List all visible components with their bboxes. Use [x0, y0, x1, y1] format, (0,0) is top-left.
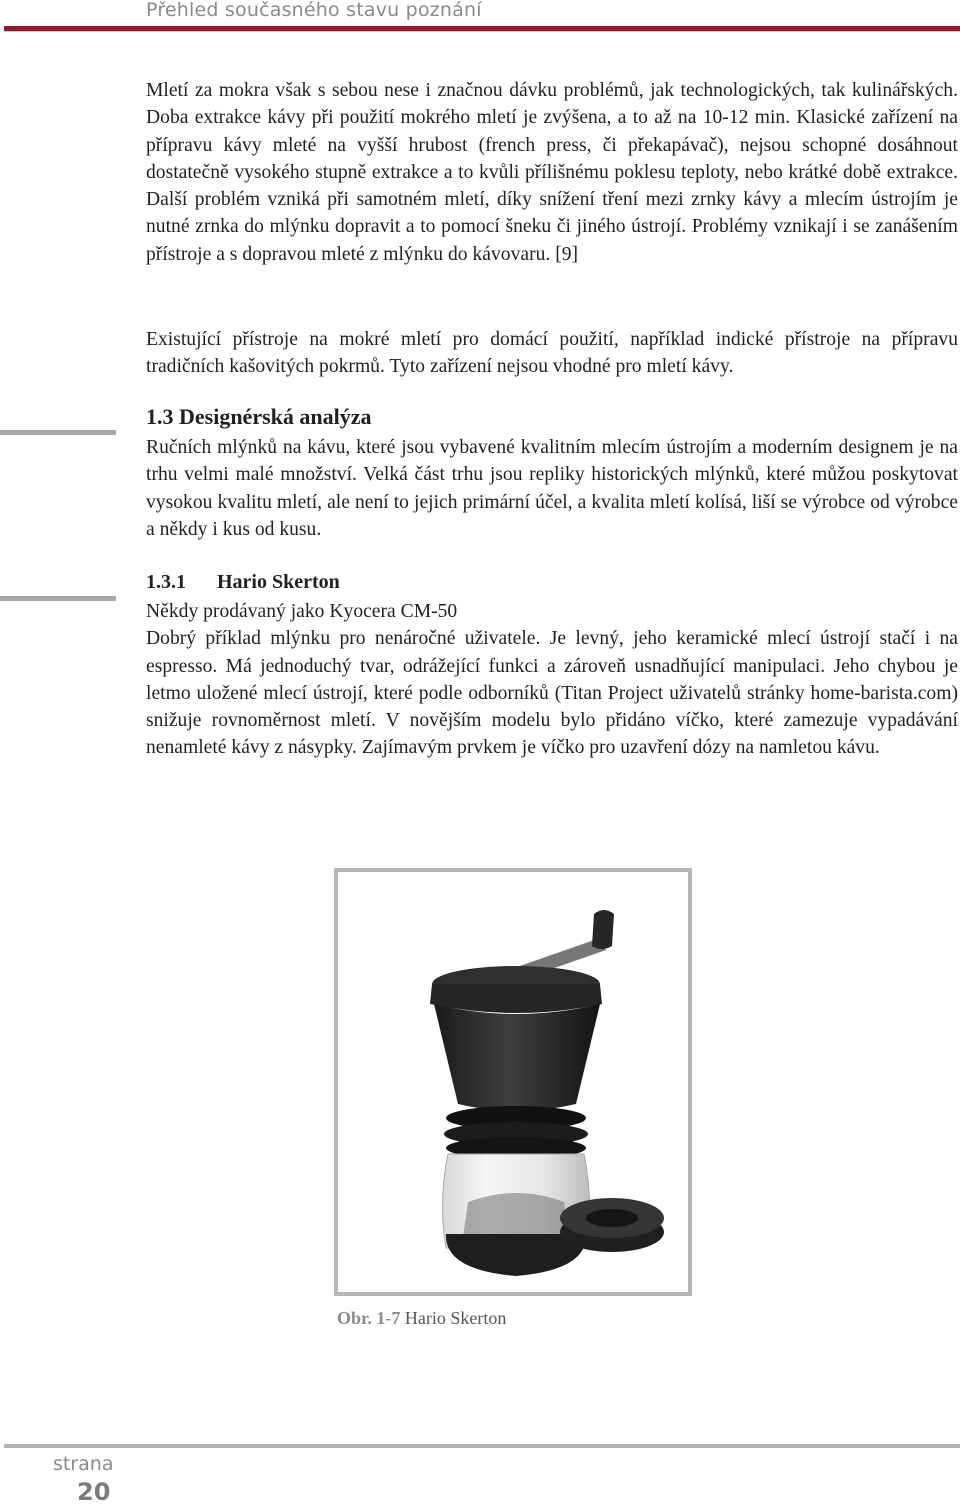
spare-lid-hole — [586, 1209, 638, 1227]
intro-paragraph-1: Mletí za mokra však s sebou nese i značnou dávku problémů, jak technologických, tak kulinářských. Doba extrakce kávy při použití mokrého mletí je zvýšena, a to až na 10-12 min. Klasické zařízení na přípravu kávy mleté na vyšší hrubost (french press, či překapávač), nejsou schopné dosáhnout dostatečně vysokého stupně extrakce a to kvůli přílišnému poklesu teploty, nebo krátké době extrakce. Další problém vzniká při samotném mletí, díky snížení tření mezi zrnky kávy a mlecím ústrojím je nutné zrnka do mlýnku dopravit a to pomocí šneku či jiného ústrojí. Problémy vznikají i se zanášením přístroje a s dopravou mleté z mlýnku do kávovaru. [9] — [146, 80, 958, 265]
subsection-number: 1.3.1 — [146, 571, 186, 593]
subsection-heading — [146, 571, 340, 594]
subsection-side-marker — [0, 596, 116, 601]
footer-rule — [4, 1444, 960, 1448]
subsection-alias: Někdy prodávaný jako Kyocera CM-50 — [146, 601, 458, 622]
figure-caption-text: Hario Skerton — [404, 1308, 507, 1328]
footer-page-word: strana — [53, 1453, 114, 1475]
section-side-marker — [0, 430, 116, 435]
page-number: 20 — [77, 1478, 111, 1506]
grinder-photo — [334, 868, 692, 1296]
subsection-title: Hario Skerton — [217, 571, 340, 593]
subsection-paragraph: Dobrý příklad mlýnku pro nenáročné uživatele. Je levný, jeho keramické mlecí ústrojí stačí i na espresso. Má jednoduchý tvar, odrážející funkci a zároveň usnadňující manipulaci. Jeho chybou je letmo uložené mlecí ústrojí, které podle odborníků (Titan Project uživatelů stránky home-barista.com) snižuje rovnoměrnost mletí. V novějším modelu bylo přidáno víčko, které zamezuje vypadávání nenamleté kávy z násypky. Zajímavým prvkem je víčko pro uzavření dózy na namletou kávu. — [146, 628, 958, 759]
hopper-body — [434, 1004, 600, 1111]
running-header: Přehled současného stavu poznání — [146, 0, 482, 21]
header-rule-shadow — [4, 31, 960, 32]
section-text — [146, 434, 958, 543]
handle-knob — [592, 910, 614, 949]
figure-caption — [337, 1308, 506, 1329]
section-title: Designérská analýza — [179, 404, 372, 429]
figure-label: Obr. 1-7 — [337, 1308, 401, 1328]
intro-text — [146, 77, 958, 268]
section-number: 1.3 — [146, 404, 174, 429]
section-paragraph: Ručních mlýnků na kávu, které jsou vybavené kvalitním mlecím ústrojím a moderním designem je na trhu velmi malé množství. Velká část trhu jsou repliky historických mlýnků, které můžou poskytovat vysokou kvalitu mletí, ale není to jejich primární účel, a kvalita mletí kolísá, liší se výrobce od výrobce a někdy i kus od kusu. — [146, 437, 958, 540]
intro-paragraph-2: Existující přístroje na mokré mletí pro domácí použití, například indické přístroje na přípravu tradičních kašovitých pokrmů. Tyto zařízení nejsou vhodné pro mletí kávy. — [146, 329, 958, 378]
hario-skerton-grinder-illustration — [338, 872, 688, 1292]
subsection-text — [146, 598, 958, 762]
intro-text-2 — [146, 326, 958, 381]
section-heading — [146, 404, 372, 430]
